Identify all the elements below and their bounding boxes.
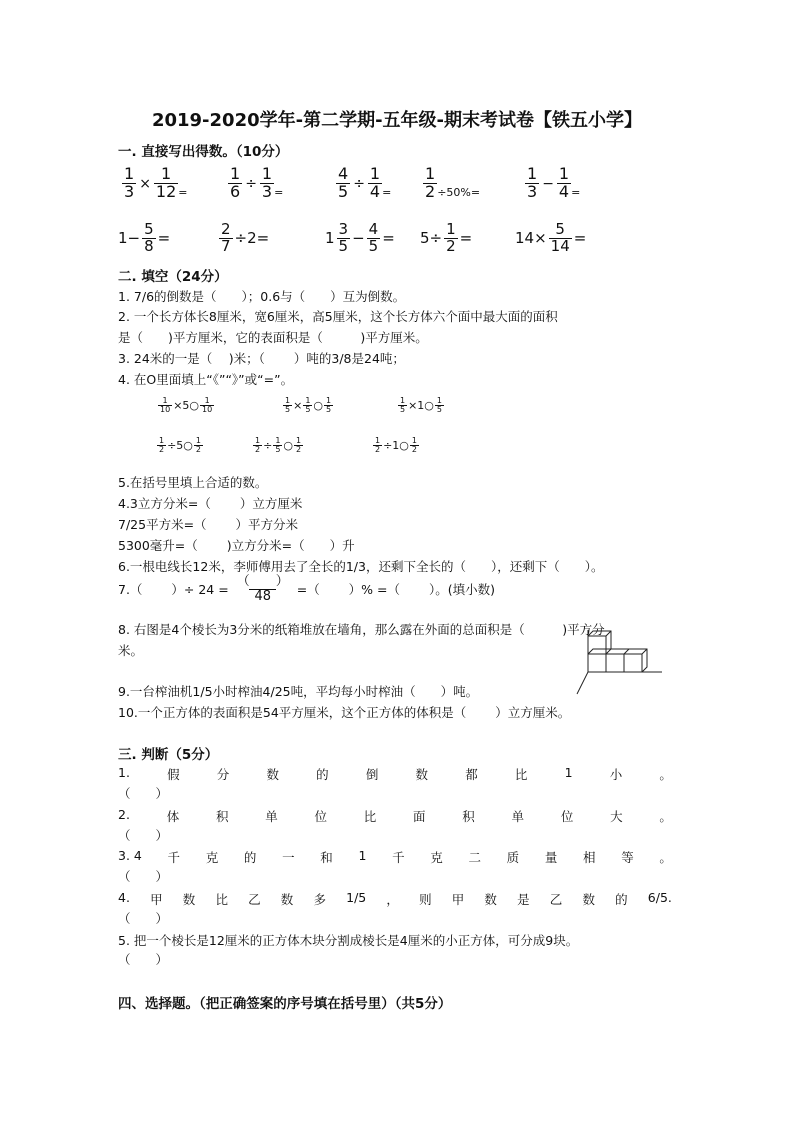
judge-token: 等 (621, 850, 634, 865)
compare-fraction (435, 397, 444, 415)
calc-row1-item (122, 166, 188, 201)
calc-prefix: 1 (325, 229, 335, 248)
judge-token: 位 (560, 808, 574, 824)
calc-fraction (337, 222, 351, 255)
judge-token: 分 (216, 767, 230, 782)
judge-token: 积 (462, 808, 475, 824)
calc-operator: × (139, 175, 151, 192)
calc-fraction-numerator: 1 (230, 164, 241, 183)
judge-token: 的 (615, 891, 628, 907)
compare-fraction-denominator: 10 (160, 405, 171, 415)
judge-token: 质 (506, 850, 520, 865)
calc-fraction-denominator: 8 (144, 236, 154, 255)
compare-fraction-numerator: 1 (296, 436, 302, 445)
question-2-5c: 5300毫升=（ )立方分米=（ ）升 (118, 538, 355, 553)
calc-fraction-numerator: 1 (124, 164, 135, 183)
compare-item (373, 437, 419, 455)
compare-circle: ○ (313, 399, 324, 413)
judge-token: 位 (314, 808, 327, 824)
calc-fraction-denominator: 5 (338, 181, 349, 201)
calc-fraction-denominator: 12 (155, 181, 177, 201)
q7-numerator: （ ） (236, 574, 289, 589)
calc-fraction-numerator: 4 (338, 164, 349, 183)
calc-fraction-numerator: 2 (221, 220, 231, 238)
compare-fraction (253, 437, 262, 455)
judge-token: 1. (118, 765, 130, 780)
compare-item (253, 437, 303, 455)
judge-token: 2. (118, 806, 130, 822)
compare-item (398, 397, 444, 415)
compare-operator: ÷ (263, 439, 273, 453)
calc-fraction-denominator: 14 (550, 236, 570, 255)
calc-prefix: 1− (118, 229, 141, 248)
calc-fraction-denominator: 6 (230, 181, 241, 201)
judge-token: 。 (659, 767, 672, 782)
calc-tail: = (459, 229, 473, 248)
compare-fraction-numerator: 1 (195, 436, 202, 445)
compare-operator: × (293, 399, 303, 413)
calc-fraction (368, 166, 382, 201)
judge-token: 千 (167, 850, 181, 865)
calc-fraction (122, 166, 136, 201)
judge-token: 比 (514, 767, 528, 782)
compare-fraction (200, 397, 214, 415)
judge-token: 甲 (451, 891, 465, 907)
calc-fraction (549, 222, 572, 255)
q7-suffix: =（ ）% =（ ）。(填小数) (296, 582, 495, 598)
judge-item (118, 765, 672, 783)
calc-fraction (557, 166, 571, 201)
compare-item (157, 437, 203, 455)
question-2-8-line2: 米。 (118, 643, 144, 658)
compare-fraction-denominator: 2 (296, 445, 302, 455)
calc-fraction-denominator: 5 (368, 236, 379, 255)
judge-token: 4. (118, 889, 130, 905)
calc-tail: = (157, 229, 171, 248)
calc-fraction-numerator: 5 (144, 220, 154, 238)
calc-row2-item (420, 222, 472, 255)
compare-fraction-denominator: 2 (255, 445, 261, 455)
judge-token: 克 (205, 850, 219, 865)
compare-fraction (273, 437, 282, 455)
judge-answer-paren: （ ） (118, 869, 169, 884)
judge-token: 一 (282, 850, 295, 865)
calc-fraction-denominator: 3 (261, 181, 273, 201)
question-2-10: 10.一个正方体的表面积是54平方厘米，这个正方体的体积是（ ）立方厘米。 (118, 705, 571, 720)
question-2-4: 4. 在O里面填上“《”“》”或“=”。 (118, 372, 294, 387)
compare-fraction-numerator: 1 (285, 396, 291, 405)
section-4-heading: 四、选择题。（把正确签案的序号填在括号里）（共5分） (118, 996, 452, 1012)
section-3-heading: 三. 判断（5分） (118, 747, 219, 763)
judge-token: 。 (659, 850, 672, 865)
judge-token: 甲 (150, 891, 163, 907)
calc-fraction-denominator: 7 (221, 236, 231, 255)
calc-operator: − (352, 229, 365, 248)
calc-row2-item (515, 222, 586, 255)
calc-fraction (367, 222, 381, 255)
calc-fraction (525, 166, 539, 201)
judge-token: 相 (583, 850, 596, 865)
question-2-5a: 4.3立方分米=（ ）立方厘米 (118, 496, 303, 511)
judge-token: 3. 4 (118, 848, 142, 863)
judge-item (118, 807, 672, 825)
judge-token: 则 (419, 891, 432, 907)
judge-token: 二 (468, 850, 481, 865)
judge-token: 单 (265, 808, 278, 824)
calc-fraction (336, 166, 350, 201)
judge-token: 大 (610, 808, 623, 824)
compare-fraction (373, 437, 382, 455)
calc-fraction-numerator: 1 (527, 164, 538, 183)
section-1-heading: 一. 直接写出得数。（10分） (118, 144, 289, 160)
compare-operator: ×5○ (173, 399, 200, 413)
page-title: 2019-2020学年-第二学期-五年级-期末考试卷【铁五小学】 (151, 110, 643, 131)
compare-fraction-numerator: 1 (375, 436, 381, 445)
calc-tail: = (256, 229, 270, 248)
question-2-5b: 7/25平方米=（ ）平方分米 (118, 517, 299, 532)
compare-fraction-denominator: 5 (326, 405, 332, 415)
judge-token: 数 (582, 891, 595, 907)
compare-fraction-numerator: 1 (305, 396, 311, 405)
calc-fraction-denominator: 3 (124, 181, 135, 201)
calc-operator: ÷2 (234, 229, 257, 248)
judge-token: 。 (659, 808, 672, 824)
q7-prefix: 7.（ ）÷ 24 = (118, 582, 229, 598)
calc-fraction (444, 222, 458, 255)
question-2-6: 6.一根电线长12米，李师傅用去了全长的1/3，还剩下全长的（ ），还剩下（ ）。 (118, 559, 604, 574)
question-2-3: 3. 24米的一是（ )米；（ ）吨的3/8是24吨； (118, 351, 405, 366)
section-2-heading: 二. 填空（24分） (118, 269, 228, 285)
compare-operator: ×1○ (408, 399, 434, 413)
judge-token: 和 (320, 850, 333, 865)
judge-token: 乙 (549, 891, 563, 907)
calc-fraction-denominator: 4 (558, 181, 570, 201)
calc-fraction-denominator: 4 (369, 181, 381, 201)
compare-fraction-numerator: 1 (400, 396, 406, 405)
compare-fraction-numerator: 1 (326, 396, 332, 405)
compare-fraction-denominator: 5 (275, 445, 281, 455)
calc-fraction-numerator: 1 (369, 164, 381, 183)
compare-fraction-numerator: 1 (162, 396, 168, 405)
judge-answer-paren: （ ） (118, 910, 169, 926)
compare-fraction-numerator: 1 (275, 436, 281, 445)
question-2-8-line1: 8. 右图是4个棱长为3分米的纸箱堆放在墙角，那么露在外面的总面积是（ )平方分 (118, 622, 605, 637)
judge-token: 假 (167, 767, 180, 782)
calc-row2-item (118, 222, 170, 255)
compare-fraction-denominator: 5 (285, 405, 291, 415)
judge-token: 乙 (248, 891, 261, 907)
judge-token: 千 (392, 850, 405, 865)
calc-fraction-numerator: 1 (161, 164, 172, 183)
judge-token: 1/5 (346, 889, 367, 905)
calc-tail: = (571, 185, 581, 199)
compare-fraction (157, 437, 166, 455)
judge-token: 量 (544, 850, 558, 865)
calc-row1-item (336, 166, 391, 201)
calc-tail: ÷50%= (437, 185, 481, 199)
judge-token: ， (386, 891, 399, 907)
judge-token: 数 (280, 891, 294, 907)
compare-fraction-denominator: 2 (159, 445, 165, 455)
compare-fraction-denominator: 2 (375, 445, 381, 455)
compare-circle: ○ (283, 439, 294, 453)
judge-token: 6/5. (647, 889, 672, 905)
compare-operator: ÷1○ (383, 439, 409, 453)
calc-tail: = (382, 185, 392, 199)
calc-fraction-denominator: 2 (446, 236, 456, 255)
calc-fraction-numerator: 1 (446, 220, 456, 238)
calc-fraction (154, 166, 178, 201)
calc-prefix: 14× (515, 229, 547, 248)
q7-denominator: 48 (249, 589, 276, 604)
compare-fraction-denominator: 5 (436, 405, 443, 415)
stacked-boxes-figure (574, 630, 666, 702)
calc-operator: − (542, 175, 554, 192)
judge-token: 多 (313, 891, 326, 907)
judge-item (118, 931, 672, 949)
judge-token: 单 (511, 808, 525, 824)
calc-fraction-numerator: 1 (558, 164, 570, 183)
calc-row2-item (217, 222, 269, 255)
calc-tail: = (573, 229, 587, 248)
judge-answer-paren: （ ） (118, 827, 169, 843)
judge-token: 数 (182, 891, 196, 907)
question-2-5: 5.在括号里填上合适的数。 (118, 475, 268, 490)
compare-operator: ÷5○ (167, 439, 193, 453)
calc-fraction (219, 222, 233, 255)
judge-token: 克 (430, 850, 443, 865)
compare-item (283, 397, 333, 415)
question-2-9: 9.一台榨油机1/5小时榨油4/25吨，平均每小时榨油（ ）吨。 (118, 684, 479, 699)
compare-fraction (398, 397, 407, 415)
compare-fraction-numerator: 1 (436, 396, 443, 405)
calc-fraction-numerator: 4 (368, 220, 379, 238)
judge-token: 的 (243, 850, 257, 865)
compare-fraction (194, 437, 203, 455)
judge-token: 1 (564, 765, 573, 780)
question-2-1: 1. 7/6的倒数是（ ）；0.6与（ ）互为倒数。 (118, 289, 406, 304)
q7-fraction (232, 575, 294, 603)
calc-operator: ÷ (245, 175, 257, 192)
judge-token: 比 (215, 891, 228, 907)
compare-fraction (303, 397, 312, 415)
calc-tail: = (274, 185, 284, 199)
calc-tail: = (178, 185, 188, 199)
judge-token: 1 (358, 848, 367, 863)
calc-row1-item (525, 166, 580, 201)
compare-fraction (283, 397, 292, 415)
calc-fraction-denominator: 5 (338, 236, 349, 255)
calc-row2-item (325, 222, 395, 255)
calc-fraction (228, 166, 242, 201)
judge-item (118, 890, 672, 908)
calc-fraction-denominator: 2 (425, 181, 436, 201)
judge-token: 数 (415, 767, 429, 782)
judge-token: 是 (517, 891, 530, 907)
judge-answer-paren: （ ） (118, 952, 169, 967)
compare-fraction (294, 437, 303, 455)
compare-fraction-numerator: 1 (204, 396, 210, 405)
judge-token: 体 (166, 808, 180, 824)
calc-tail: = (382, 229, 395, 248)
calc-fraction (260, 166, 274, 201)
judge-token: 比 (363, 808, 377, 824)
judge-token: 数 (266, 767, 279, 782)
compare-fraction (324, 397, 333, 415)
question-2-2-line1: 2. 一个长方体长8厘米，宽6厘米，高5厘米，这个长方体六个面中最大面的面积 (118, 309, 558, 324)
judge-token: 倒 (365, 767, 379, 782)
calc-fraction (142, 222, 156, 255)
judge-token: 面 (413, 808, 426, 824)
calc-row1-item (228, 166, 283, 201)
calc-fraction-numerator: 1 (425, 164, 436, 183)
compare-fraction-denominator: 5 (400, 405, 406, 415)
judge-token: 小 (609, 767, 623, 782)
judge-token: 数 (484, 891, 497, 907)
judge-item (118, 848, 672, 866)
compare-fraction-denominator: 2 (411, 445, 418, 455)
compare-fraction-numerator: 1 (411, 436, 418, 445)
calc-fraction-numerator: 5 (555, 220, 565, 238)
calc-fraction-numerator: 1 (261, 164, 273, 183)
calc-fraction-numerator: 3 (338, 220, 349, 238)
compare-fraction-denominator: 10 (202, 405, 213, 415)
calc-fraction (423, 166, 437, 201)
question-2-7 (118, 575, 495, 603)
judge-token: 5. 把一个棱长是12厘米的正方体木块分割成棱长是4厘米的小正方体，可分成9块。 (118, 933, 579, 948)
question-2-2-line2: 是（ )平方厘米，它的表面积是（ )平方厘米。 (118, 330, 428, 345)
judge-token: 积 (215, 808, 229, 824)
compare-fraction-denominator: 5 (305, 405, 311, 415)
compare-fraction (158, 397, 172, 415)
calc-fraction-denominator: 3 (527, 181, 538, 201)
compare-fraction-numerator: 1 (159, 436, 165, 445)
compare-fraction-denominator: 2 (195, 445, 202, 455)
judge-token: 都 (465, 767, 478, 782)
calc-operator: ÷ (353, 175, 365, 192)
calc-row1-item (423, 166, 480, 201)
compare-fraction-numerator: 1 (255, 436, 261, 445)
judge-answer-paren: （ ） (118, 786, 169, 801)
judge-token: 的 (316, 767, 329, 782)
compare-fraction (410, 437, 419, 455)
compare-item (158, 397, 214, 415)
calc-prefix: 5÷ (420, 229, 443, 248)
